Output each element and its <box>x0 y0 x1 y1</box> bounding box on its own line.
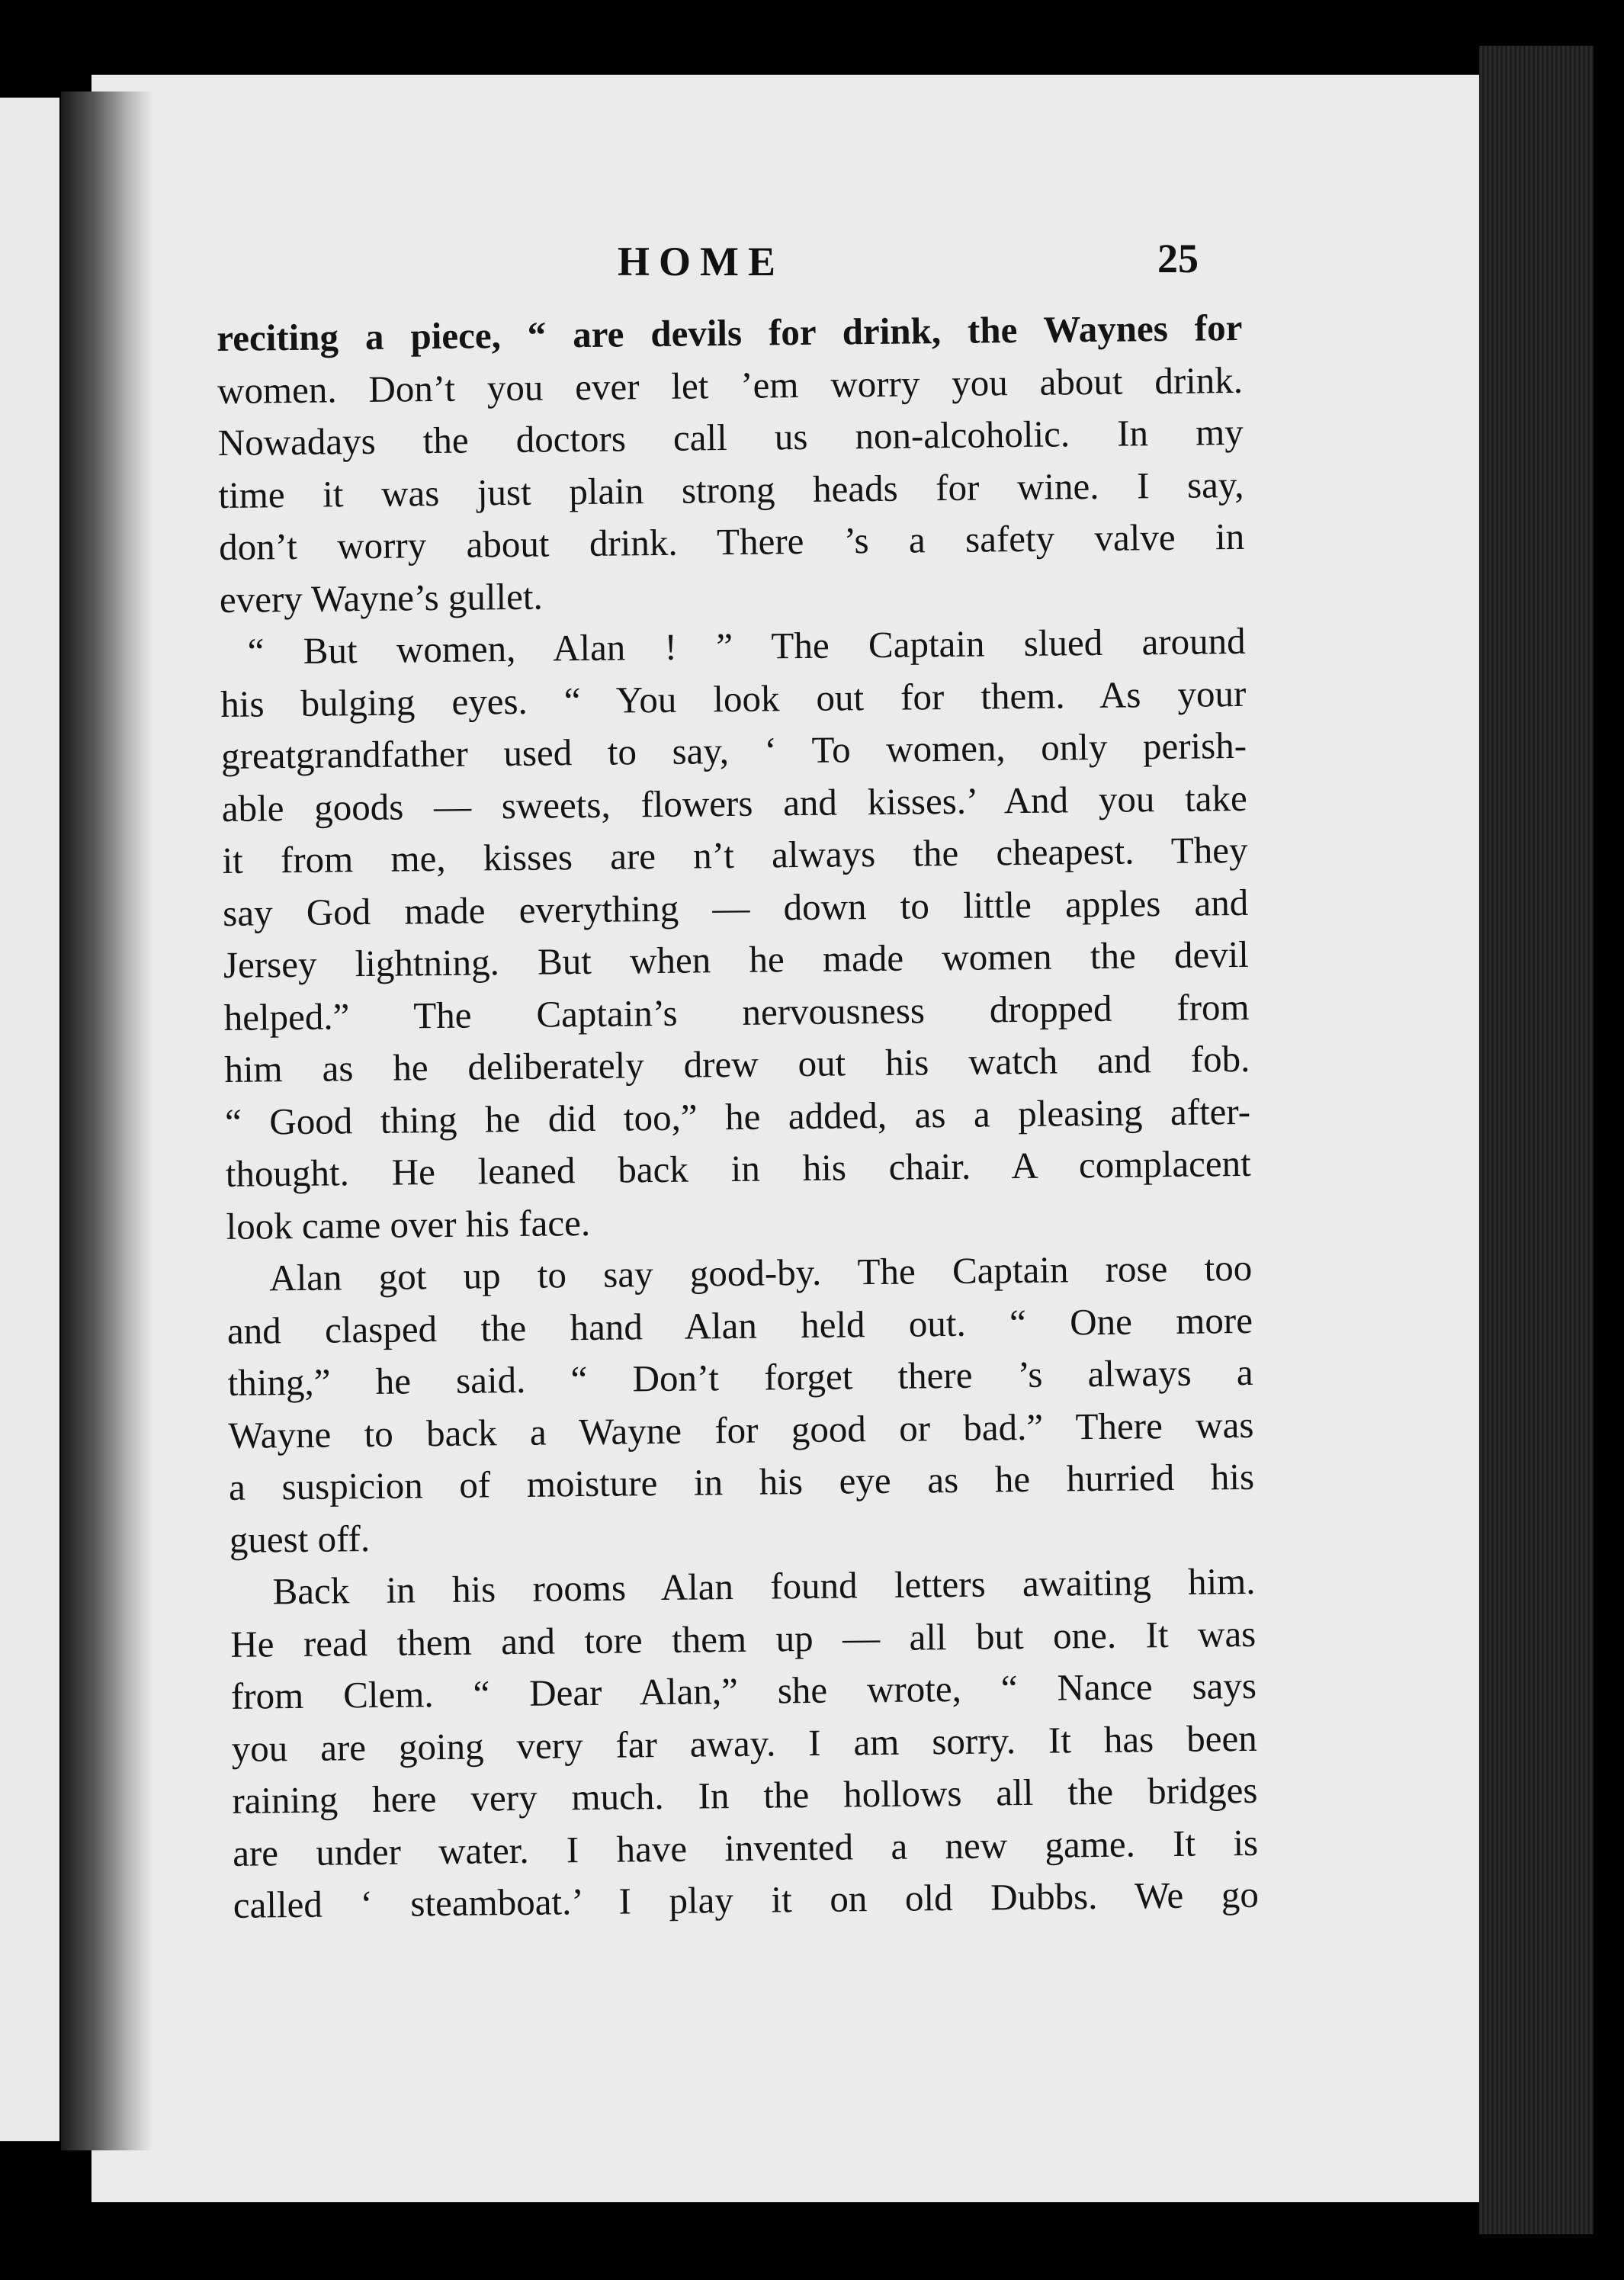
text-line: Back in his rooms Alan found letters awaiting him. <box>272 1559 1256 1613</box>
text-line: Alan got up to say good-by. The Captain rose too <box>268 1246 1253 1299</box>
text-line: “ But women, Alan ! ” The Captain slued around <box>247 619 1246 673</box>
text-line: thing,” he said. “ Don’t forget there ’s always a <box>227 1350 1253 1404</box>
text-line: are under water. I have invented a new game. It is <box>232 1821 1259 1874</box>
text-line: his bulging eyes. “ You look out for them. As your <box>220 672 1247 725</box>
text-line: Wayne to back a Wayne for good or bad.” There was <box>228 1403 1254 1456</box>
text-line: say God made everything — down to little apples and <box>222 881 1249 934</box>
text-line: called ‘ steamboat.’ I play it on old Dubbs. We go <box>233 1873 1260 1926</box>
text-line: don’t worry about drink. There ’s a safety valve in <box>218 515 1245 568</box>
text-line: able goods — sweets, flowers and kisses.’ And you take <box>221 776 1248 830</box>
text-line: helped.” The Captain’s nervousness dropped from <box>223 985 1250 1039</box>
text-line: time it was just plain strong heads for wine. I say, <box>218 463 1244 516</box>
text-line: and clasped the hand Alan held out. “ One more <box>226 1299 1253 1352</box>
text-line: thought. He leaned back in his chair. A complacent <box>225 1142 1252 1195</box>
text-line: greatgrandfather used to say, ‘ To women, only perish- <box>220 724 1247 777</box>
body-text <box>217 302 1259 1932</box>
running-head-title: HOME <box>618 239 785 284</box>
text-line: “ Good thing he did too,” he added, as a pleasing after- <box>224 1090 1251 1143</box>
text-line: guest off. <box>229 1517 371 1561</box>
text-line: every Wayne’s gullet. <box>219 575 543 621</box>
running-head <box>0 238 1624 299</box>
text-line: reciting a piece, “ are devils for drink, the Waynes for <box>217 306 1243 359</box>
page-number: 25 <box>1157 236 1199 281</box>
text-line: Nowadays the doctors call us non-alcoholic. In my <box>217 410 1244 464</box>
text-line: Jersey lightning. But when he made women the devil <box>223 933 1250 986</box>
text-line: from Clem. “ Dear Alan,” she wrote, “ Nance says <box>230 1664 1257 1717</box>
facing-page-edge <box>0 98 59 2141</box>
text-line: him as he deliberately drew out his watch and fob. <box>224 1037 1250 1090</box>
text-line: you are going very far away. I am sorry. It has been <box>231 1716 1257 1770</box>
page-edges <box>1479 46 1594 2234</box>
text-line: it from me, kisses are n’t always the cheapest. They <box>222 828 1248 881</box>
text-line: He read them and tore them up — all but one. It was <box>229 1612 1257 1665</box>
text-line: a suspicion of moisture in his eye as he hurried his <box>228 1455 1255 1508</box>
text-line: raining here very much. In the hollows all the bridges <box>232 1768 1258 1822</box>
gutter-shadow <box>61 92 152 2150</box>
text-line: look came over his face. <box>226 1201 591 1248</box>
text-line: women. Don’t you ever let ’em worry you about drink. <box>217 358 1244 412</box>
